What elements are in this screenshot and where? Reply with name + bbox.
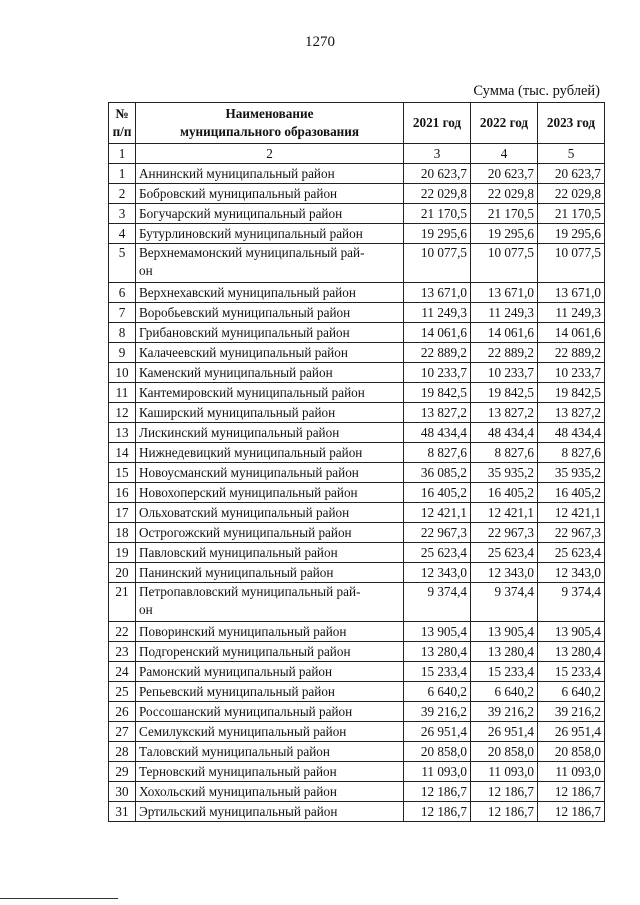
column-number: 3 [404, 144, 471, 164]
value-2023: 10 233,7 [538, 363, 605, 383]
value-2022: 21 170,5 [471, 204, 538, 224]
value-2022: 13 671,0 [471, 283, 538, 303]
value-2021: 15 233,4 [404, 662, 471, 682]
value-2022: 6 640,2 [471, 682, 538, 702]
municipality-name: Верхнехавский муниципальный район [136, 283, 404, 303]
row-number: 16 [109, 483, 136, 503]
table-row [109, 642, 605, 662]
column-number: 2 [136, 144, 404, 164]
municipality-name: Калачеевский муниципальный район [136, 343, 404, 363]
column-number: 4 [471, 144, 538, 164]
header-2021: 2021 год [404, 103, 471, 144]
value-2022: 26 951,4 [471, 722, 538, 742]
value-2023: 12 186,7 [538, 802, 605, 822]
table-row [109, 184, 605, 204]
municipality-name: Семилукский муниципальный район [136, 722, 404, 742]
municipality-name: Панинский муниципальный район [136, 563, 404, 583]
value-2022: 12 186,7 [471, 782, 538, 802]
value-2021: 19 295,6 [404, 224, 471, 244]
value-2022: 16 405,2 [471, 483, 538, 503]
municipality-name: Новоусманский муниципальный район [136, 463, 404, 483]
value-2022: 13 280,4 [471, 642, 538, 662]
value-2022: 12 421,1 [471, 503, 538, 523]
value-2022: 10 077,5 [471, 244, 538, 283]
row-number: 3 [109, 204, 136, 224]
value-2023: 13 280,4 [538, 642, 605, 662]
header-row [109, 103, 605, 144]
municipality-name: Поворинский муниципальный район [136, 622, 404, 642]
table-row [109, 543, 605, 563]
value-2023: 22 889,2 [538, 343, 605, 363]
value-2021: 12 343,0 [404, 563, 471, 583]
table-row [109, 204, 605, 224]
value-2021: 26 951,4 [404, 722, 471, 742]
value-2021: 12 421,1 [404, 503, 471, 523]
table-row [109, 662, 605, 682]
row-number: 15 [109, 463, 136, 483]
value-2021: 20 623,7 [404, 164, 471, 184]
value-2023: 21 170,5 [538, 204, 605, 224]
row-number: 6 [109, 283, 136, 303]
value-2021: 19 842,5 [404, 383, 471, 403]
table-row [109, 802, 605, 822]
table-row [109, 303, 605, 323]
value-2023: 25 623,4 [538, 543, 605, 563]
value-2021: 48 434,4 [404, 423, 471, 443]
row-number: 1 [109, 164, 136, 184]
table-row [109, 682, 605, 702]
value-2023: 10 077,5 [538, 244, 605, 283]
value-2023: 48 434,4 [538, 423, 605, 443]
value-2023: 12 421,1 [538, 503, 605, 523]
value-2022: 22 889,2 [471, 343, 538, 363]
value-2023: 11 249,3 [538, 303, 605, 323]
row-number: 5 [109, 244, 136, 283]
value-2021: 16 405,2 [404, 483, 471, 503]
municipality-name: Острогожский муниципальный район [136, 523, 404, 543]
value-2021: 13 827,2 [404, 403, 471, 423]
value-2022: 12 343,0 [471, 563, 538, 583]
column-number: 1 [109, 144, 136, 164]
municipality-name: Аннинский муниципальный район [136, 164, 404, 184]
table-row [109, 523, 605, 543]
municipality-name: Подгоренский муниципальный район [136, 642, 404, 662]
column-number: 5 [538, 144, 605, 164]
row-number: 2 [109, 184, 136, 204]
row-number: 24 [109, 662, 136, 682]
value-2022: 8 827,6 [471, 443, 538, 463]
value-2023: 12 186,7 [538, 782, 605, 802]
table-row [109, 403, 605, 423]
row-number: 28 [109, 742, 136, 762]
municipality-name: Хохольский муниципальный район [136, 782, 404, 802]
value-2021: 8 827,6 [404, 443, 471, 463]
table-row [109, 164, 605, 184]
value-2023: 6 640,2 [538, 682, 605, 702]
value-2021: 22 889,2 [404, 343, 471, 363]
value-2021: 25 623,4 [404, 543, 471, 563]
row-number: 13 [109, 423, 136, 443]
value-2022: 10 233,7 [471, 363, 538, 383]
units-caption: Сумма (тыс. рублей) [473, 83, 600, 99]
municipality-name: Верхнемамонский муниципальный рай- он [136, 244, 404, 283]
row-number: 12 [109, 403, 136, 423]
column-number-row [109, 144, 605, 164]
value-2021: 13 671,0 [404, 283, 471, 303]
municipality-name: Бутурлиновский муниципальный район [136, 224, 404, 244]
table-row [109, 483, 605, 503]
table-body [109, 164, 605, 822]
municipality-name: Репьевский муниципальный район [136, 682, 404, 702]
value-2022: 19 295,6 [471, 224, 538, 244]
row-number: 22 [109, 622, 136, 642]
value-2023: 20 623,7 [538, 164, 605, 184]
value-2021: 22 029,8 [404, 184, 471, 204]
value-2022: 35 935,2 [471, 463, 538, 483]
value-2023: 39 216,2 [538, 702, 605, 722]
municipality-name: Нижнедевицкий муниципальный район [136, 443, 404, 463]
value-2023: 22 967,3 [538, 523, 605, 543]
table-row [109, 463, 605, 483]
table-row [109, 244, 605, 283]
table-row [109, 443, 605, 463]
value-2021: 22 967,3 [404, 523, 471, 543]
municipality-name: Бобровский муниципальный район [136, 184, 404, 204]
value-2023: 13 671,0 [538, 283, 605, 303]
header-no: № п/п [109, 103, 136, 144]
value-2023: 14 061,6 [538, 323, 605, 343]
value-2022: 14 061,6 [471, 323, 538, 343]
value-2022: 12 186,7 [471, 802, 538, 822]
municipality-name: Терновский муниципальный район [136, 762, 404, 782]
value-2023: 19 295,6 [538, 224, 605, 244]
table-row [109, 742, 605, 762]
value-2023: 26 951,4 [538, 722, 605, 742]
row-number: 14 [109, 443, 136, 463]
row-number: 25 [109, 682, 136, 702]
value-2022: 20 623,7 [471, 164, 538, 184]
value-2021: 11 093,0 [404, 762, 471, 782]
row-number: 19 [109, 543, 136, 563]
value-2021: 12 186,7 [404, 782, 471, 802]
value-2021: 10 233,7 [404, 363, 471, 383]
row-number: 17 [109, 503, 136, 523]
table-row [109, 583, 605, 622]
municipality-name: Петропавловский муниципальный рай- он [136, 583, 404, 622]
table-row [109, 722, 605, 742]
value-2022: 22 029,8 [471, 184, 538, 204]
table-row [109, 323, 605, 343]
table-row [109, 383, 605, 403]
table-row [109, 762, 605, 782]
value-2021: 6 640,2 [404, 682, 471, 702]
value-2022: 48 434,4 [471, 423, 538, 443]
row-number: 21 [109, 583, 136, 622]
municipality-name: Богучарский муниципальный район [136, 204, 404, 224]
header-2022: 2022 год [471, 103, 538, 144]
value-2023: 12 343,0 [538, 563, 605, 583]
row-number: 20 [109, 563, 136, 583]
value-2022: 19 842,5 [471, 383, 538, 403]
municipality-name: Эртильский муниципальный район [136, 802, 404, 822]
municipality-name: Павловский муниципальный район [136, 543, 404, 563]
municipality-name: Лискинский муниципальный район [136, 423, 404, 443]
value-2023: 35 935,2 [538, 463, 605, 483]
row-number: 27 [109, 722, 136, 742]
row-number: 18 [109, 523, 136, 543]
table-row [109, 563, 605, 583]
value-2021: 36 085,2 [404, 463, 471, 483]
value-2022: 15 233,4 [471, 662, 538, 682]
value-2021: 21 170,5 [404, 204, 471, 224]
municipality-name: Россошанский муниципальный район [136, 702, 404, 722]
value-2023: 20 858,0 [538, 742, 605, 762]
table-row [109, 423, 605, 443]
value-2021: 39 216,2 [404, 702, 471, 722]
municipality-name: Таловский муниципальный район [136, 742, 404, 762]
municipality-name: Новохоперский муниципальный район [136, 483, 404, 503]
value-2023: 13 827,2 [538, 403, 605, 423]
row-number: 9 [109, 343, 136, 363]
header-2023: 2023 год [538, 103, 605, 144]
table-row [109, 343, 605, 363]
municipality-name: Кантемировский муниципальный район [136, 383, 404, 403]
value-2021: 12 186,7 [404, 802, 471, 822]
value-2021: 13 280,4 [404, 642, 471, 662]
value-2022: 25 623,4 [471, 543, 538, 563]
row-number: 30 [109, 782, 136, 802]
row-number: 11 [109, 383, 136, 403]
value-2022: 13 905,4 [471, 622, 538, 642]
value-2023: 16 405,2 [538, 483, 605, 503]
table-row [109, 503, 605, 523]
header-name: Наименование муниципального образования [136, 103, 404, 144]
value-2021: 13 905,4 [404, 622, 471, 642]
value-2022: 22 967,3 [471, 523, 538, 543]
value-2022: 11 249,3 [471, 303, 538, 323]
value-2021: 20 858,0 [404, 742, 471, 762]
value-2021: 10 077,5 [404, 244, 471, 283]
row-number: 8 [109, 323, 136, 343]
municipality-name: Ольховатский муниципальный район [136, 503, 404, 523]
value-2023: 22 029,8 [538, 184, 605, 204]
value-2023: 9 374,4 [538, 583, 605, 622]
table-row [109, 224, 605, 244]
page-number: 1270 [305, 34, 335, 50]
row-number: 29 [109, 762, 136, 782]
value-2021: 14 061,6 [404, 323, 471, 343]
value-2021: 9 374,4 [404, 583, 471, 622]
value-2021: 11 249,3 [404, 303, 471, 323]
value-2023: 15 233,4 [538, 662, 605, 682]
municipality-name: Рамонский муниципальный район [136, 662, 404, 682]
value-2022: 9 374,4 [471, 583, 538, 622]
value-2023: 11 093,0 [538, 762, 605, 782]
row-number: 26 [109, 702, 136, 722]
municipality-name: Грибановский муниципальный район [136, 323, 404, 343]
row-number: 7 [109, 303, 136, 323]
row-number: 10 [109, 363, 136, 383]
table-row [109, 622, 605, 642]
value-2022: 11 093,0 [471, 762, 538, 782]
row-number: 4 [109, 224, 136, 244]
table-row [109, 782, 605, 802]
row-number: 31 [109, 802, 136, 822]
value-2022: 20 858,0 [471, 742, 538, 762]
table-row [109, 363, 605, 383]
value-2023: 13 905,4 [538, 622, 605, 642]
allocation-table [108, 102, 605, 822]
municipality-name: Воробьевский муниципальный район [136, 303, 404, 323]
municipality-name: Каширский муниципальный район [136, 403, 404, 423]
municipality-name: Каменский муниципальный район [136, 363, 404, 383]
row-number: 23 [109, 642, 136, 662]
value-2023: 19 842,5 [538, 383, 605, 403]
table-row [109, 702, 605, 722]
footer-divider [0, 898, 118, 899]
value-2023: 8 827,6 [538, 443, 605, 463]
table-row [109, 283, 605, 303]
value-2022: 13 827,2 [471, 403, 538, 423]
value-2022: 39 216,2 [471, 702, 538, 722]
